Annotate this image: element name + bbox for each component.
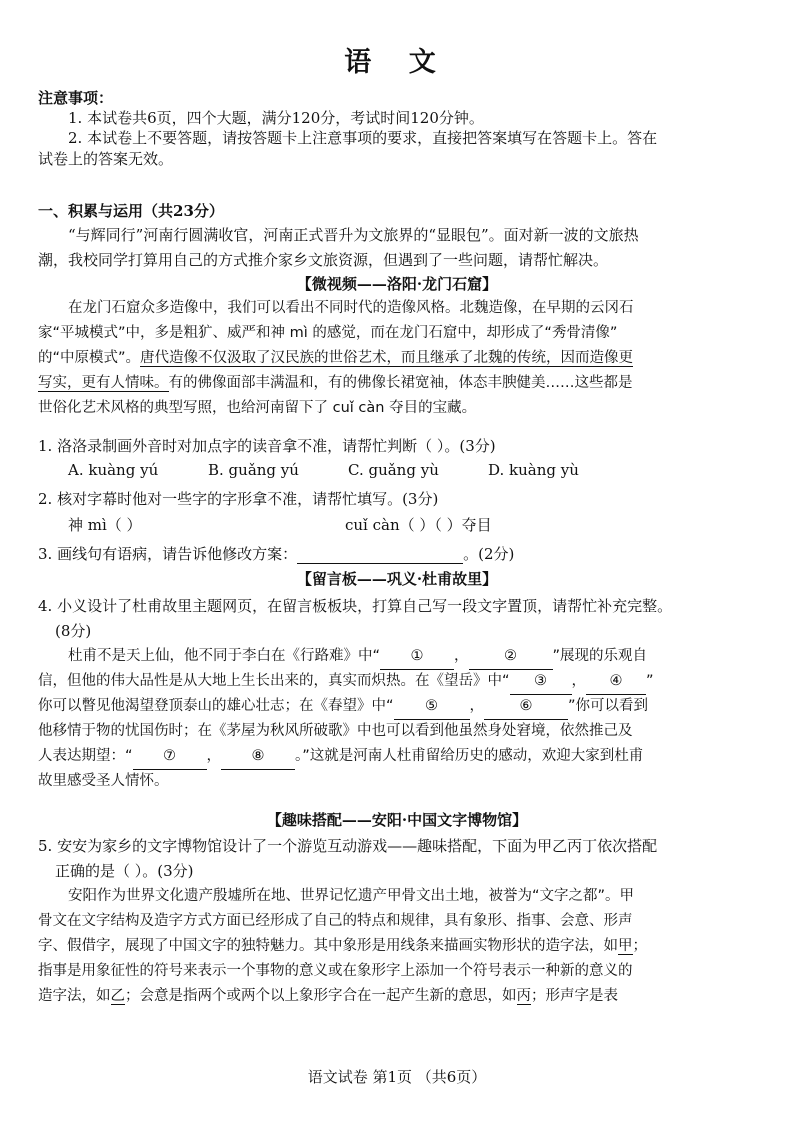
underlined-sentence: 唐代造像不仅汲取了汉民族的世俗艺术，而且继承了北魏的传统，因而造像更 — [140, 350, 634, 366]
blank-2[interactable]: ② — [469, 644, 553, 670]
question-3-score: 。(2分) — [463, 545, 515, 563]
passage-text: 杜甫不是天上仙，他不同于李白在《行路难》中“ — [68, 648, 381, 664]
question-4-score: (8分) — [55, 622, 92, 640]
blank-5[interactable]: ⑤ — [394, 694, 470, 720]
notice-heading: 注意事项： — [38, 89, 114, 107]
passage-text: ”展现的乐观自 — [552, 648, 648, 664]
passage-line: 在龙门石窟众多造像中，我们可以看出不同时代的造像风格。北魏造像，在早期的云冈石 — [68, 300, 634, 316]
page-footer: 语文试卷 第1页 （共6页） — [307, 1068, 487, 1086]
question-5-stem-cont: 正确的是（ ）。(3分) — [55, 862, 194, 880]
notice-item-2-cont: 试卷上的答案无效。 — [38, 150, 174, 168]
blank-8[interactable]: ⑧ — [221, 744, 295, 770]
question-1-stem: 1. 洛洛录制画外音时对加点字的读音拿不准，请帮忙判断（ ）。(3分) — [38, 437, 496, 455]
option-c[interactable]: C. guǎng yù — [348, 461, 439, 479]
passage-text: ” — [646, 673, 654, 689]
page-title: 语 文 — [344, 47, 450, 78]
notice-item-1: 1. 本试卷共6页，四个大题，满分120分，考试时间120分钟。 — [68, 109, 484, 127]
passage-line — [38, 669, 758, 694]
passage-line: 世俗化艺术风格的典型写照，也给河南留下了 cuǐ càn 夺目的宝藏。 — [38, 400, 477, 416]
section-heading: 一、积累与运用（共23分） — [38, 202, 224, 220]
passage-line: 指事是用象征性的符号来表示一个事物的意义或在象形字上添加一个符号表示一种新的意义的 — [38, 963, 633, 979]
question-1-options — [68, 461, 628, 479]
passage-line — [38, 346, 758, 371]
passage-text: ； — [632, 938, 647, 954]
option-d[interactable]: D. kuàng yù — [488, 461, 579, 479]
passage-text: ”你可以看到 — [568, 698, 649, 714]
blank-3[interactable]: ③ — [510, 669, 572, 695]
passage-line: 骨文在文字结构及造字方式方面已经形成了自己的特点和规律，具有象形、指事、会意、形声 — [38, 913, 633, 929]
passage-line: 家“平城模式”中，多是粗犷、威严和神 mì 的感觉，而在龙门石窟中，却形成了“秀骨清像” — [38, 325, 618, 341]
underlined-sentence: 写实，更有人情味。 — [38, 375, 169, 391]
example-mark-yi: 乙 — [110, 988, 125, 1004]
passage-text: 造字法，如 — [38, 988, 111, 1004]
passage-text: ；形声字是表 — [531, 988, 618, 1004]
passage-anyang — [38, 884, 758, 1009]
question-2-stem: 2. 核对字幕时他对一些字的字形拿不准，请帮忙填写。(3分) — [38, 490, 439, 508]
question-2-right-blank: cuǐ càn（ ）（ ）夺目 — [345, 516, 492, 534]
passage-line — [38, 744, 758, 769]
blank-7[interactable]: ⑦ — [133, 744, 207, 770]
passage-text: ， — [454, 648, 469, 664]
passage-text: 有的佛像面部丰满温和，有的佛像长裙宽袖，体态丰腴健美……这些都是 — [168, 375, 633, 391]
passage-text: ， — [571, 673, 587, 689]
question-4-stem: 4. 小义设计了杜甫故里主题网页，在留言板板块，打算自己写一段文字置顶，请帮忙补充完整。 — [38, 597, 673, 615]
passage-longmen — [38, 296, 758, 421]
passage-line — [38, 371, 758, 396]
passage-text: ， — [206, 748, 222, 764]
passage-line: 他移情于物的忧国伤时；在《茅屋为秋风所破歌》中也可以看到他虽然身处窘境，依然推己及 — [38, 723, 633, 739]
question-2-left-blank: 神 mì（ ） — [68, 516, 142, 534]
example-mark-jia: 甲 — [618, 938, 633, 954]
passage-line — [38, 984, 758, 1009]
section-intro-1: “与辉同行”河南行圆满收官，河南正式晋升为文旅界的“显眼包”。面对新一波的文旅热 — [68, 226, 639, 244]
passage-dufu — [38, 644, 758, 794]
passage-text: 。”这就是河南人杜甫留给历史的感动，欢迎大家到杜甫 — [295, 748, 644, 764]
question-3 — [38, 543, 514, 564]
answer-blank[interactable] — [297, 545, 463, 564]
section-intro-2: 潮，我校同学打算用自己的方式推介家乡文旅资源，但遇到了一些问题，请帮忙解决。 — [38, 251, 609, 269]
passage-line — [38, 934, 758, 959]
passage-line: 故里感受圣人情怀。 — [38, 773, 169, 789]
passage-text: 信，但他的伟大品性是从大地上生长出来的，真实而炽热。在《望岳》中“ — [38, 673, 510, 689]
blank-6[interactable]: ⑥ — [484, 694, 568, 720]
blank-4[interactable]: ④ — [586, 669, 646, 695]
block-heading-fun: 【趣味搭配——安阳·中国文字博物馆】 — [266, 811, 528, 829]
notice-item-2: 2. 本试卷上不要答题，请按答题卡上注意事项的要求，直接把答案填写在答题卡上。答在 — [68, 129, 658, 147]
passage-text: 你可以瞥见他渴望登顶泰山的雄心壮志；在《春望》中“ — [38, 698, 394, 714]
passage-text: ；会意是指两个或两个以上象形字合在一起产生新的意思，如 — [125, 988, 517, 1004]
passage-text: 人表达期望：“ — [38, 748, 133, 764]
question-3-stem: 3. 画线句有语病，请告诉他修改方案： — [38, 545, 298, 563]
example-mark-bing: 丙 — [516, 988, 531, 1004]
passage-line: 安阳作为世界文化遗产殷墟所在地、世界记忆遗产甲骨文出土地，被誉为“文字之都”。甲 — [68, 888, 635, 904]
blank-1[interactable]: ① — [380, 644, 454, 670]
option-b[interactable]: B. guǎng yú — [208, 461, 299, 479]
passage-text: ， — [469, 698, 485, 714]
passage-line — [38, 644, 758, 669]
passage-text: 字、假借字，展现了中国文字的独特魅力。其中象形是用线条来描画实物形状的造字法，如 — [38, 938, 618, 954]
block-heading-message: 【留言板——巩义·杜甫故里】 — [296, 570, 498, 588]
passage-line — [38, 694, 758, 719]
question-5-stem: 5. 安安为家乡的文字博物馆设计了一个游览互动游戏——趣味搭配，下面为甲乙丙丁依次搭配 — [38, 837, 658, 855]
passage-text: 的“中原模式”。 — [38, 350, 141, 366]
option-a[interactable]: A. kuàng yú — [68, 461, 159, 479]
block-heading-video: 【微视频——洛阳·龙门石窟】 — [296, 275, 498, 293]
